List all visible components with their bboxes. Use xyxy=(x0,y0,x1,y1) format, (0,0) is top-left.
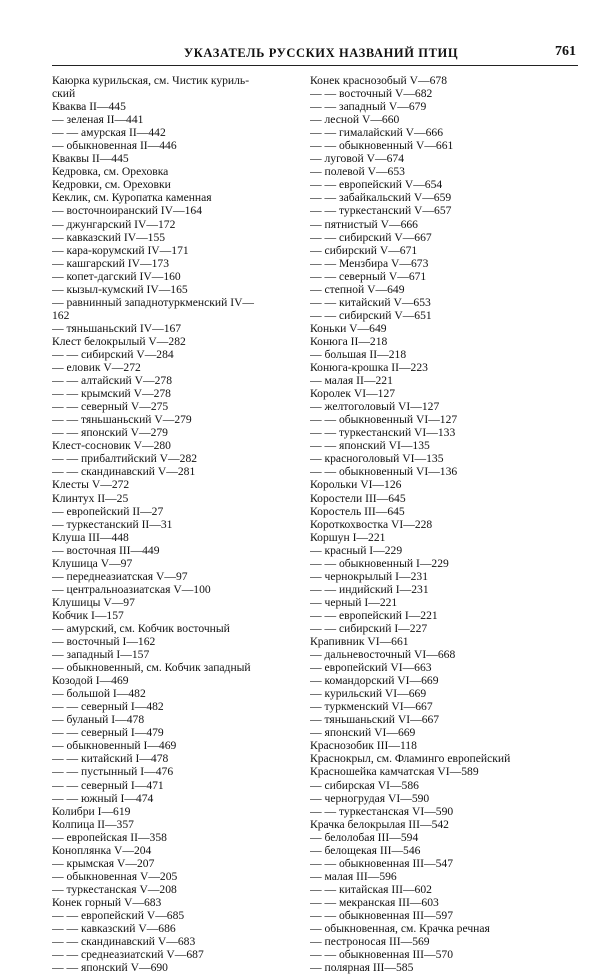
index-entry: — — северный I—471 xyxy=(52,778,164,792)
index-entry: — командорский VI—669 xyxy=(310,674,439,688)
index-entry: — — китайская III—602 xyxy=(310,882,432,896)
index-entry: — — пустынный I—476 xyxy=(52,765,174,779)
index-entry: — — гималайский V—666 xyxy=(310,126,444,140)
index-entry: Королек VI—127 xyxy=(310,387,396,401)
index-entry: — курильский VI—669 xyxy=(310,687,427,701)
index-entry: — кавказский IV—155 xyxy=(52,230,166,244)
index-entry: — — южный I—474 xyxy=(52,791,154,805)
index-entry: — — западный V—679 xyxy=(310,100,427,114)
index-entry: — — северный V—671 xyxy=(310,269,427,283)
index-entry: Конюга-крошка II—223 xyxy=(310,361,428,375)
index-entry: — сибирская VI—586 xyxy=(310,778,419,792)
index-entry: — малая II—221 xyxy=(310,374,393,388)
index-entry: — — обыкновенная III—597 xyxy=(310,909,454,922)
index-entry: Конек краснозобый V—678 xyxy=(310,74,448,87)
index-entry: — сибирский V—671 xyxy=(310,243,418,257)
index-entry: — переднеазиатская V—97 xyxy=(52,569,188,583)
index-entry: — большая II—218 xyxy=(310,347,407,361)
index-entry: — — туркестанская VI—590 xyxy=(310,804,454,818)
index-entry: — буланый I—478 xyxy=(52,713,145,727)
index-entry: Краснозобик III—118 xyxy=(310,739,417,753)
index-entry: — — среднеазиатский V—687 xyxy=(52,948,204,962)
index-entry: — лесной V—660 xyxy=(310,113,400,127)
running-header xyxy=(52,44,578,64)
index-column-right xyxy=(310,74,572,974)
index-entry: — кызыл-кумский IV—165 xyxy=(52,282,188,296)
index-entry: — — кавказский V—686 xyxy=(52,922,176,936)
index-entry: — туркестанская V—208 xyxy=(52,882,177,896)
index-entry: — японский VI—669 xyxy=(310,726,416,740)
index-entry: — красноголовый VI—135 xyxy=(310,452,444,466)
index-entry: — обыкновенная V—205 xyxy=(52,869,178,883)
index-entry: — — японский VI—135 xyxy=(310,439,430,453)
index-entry: — европейский II—27 xyxy=(52,504,164,518)
index-entry: — равнинный западнотуркменский IV— xyxy=(52,295,255,309)
index-entry: Кваквы II—445 xyxy=(52,152,129,166)
index-entry: Клушица V—97 xyxy=(52,556,133,570)
index-entry: — — сибирский V—651 xyxy=(310,308,432,322)
index-entry: Колпица II—357 xyxy=(52,817,134,831)
index-entry: — туркменский VI—667 xyxy=(310,700,433,714)
index-entry: Клесты V—272 xyxy=(52,478,130,492)
index-entry: — — амурская II—442 xyxy=(52,126,166,140)
index-entry: Красношейка камчатская VI—589 xyxy=(310,765,479,779)
index-entry: — обыкновенный I—469 xyxy=(52,739,177,753)
index-entry: — — обыкновенный I—229 xyxy=(310,556,449,570)
index-entry: — обыкновенная II—446 xyxy=(52,139,177,153)
index-entry: Конек горный V—683 xyxy=(52,895,162,909)
index-entry: — чернокрылый I—231 xyxy=(310,569,429,583)
index-entry: Корольки VI—126 xyxy=(310,478,402,492)
index-entry: — тяньшаньский IV—167 xyxy=(52,321,182,335)
index-entry: — — обыкновенный V—661 xyxy=(310,139,454,153)
index-entry: — еловик V—272 xyxy=(52,361,141,375)
index-entry: — черногрудая VI—590 xyxy=(310,791,430,805)
index-entry: Краснокрыл, см. Фламинго европейский xyxy=(310,752,511,766)
index-entry: — — мекранская III—603 xyxy=(310,895,439,909)
index-entry: — — обыкновенная III—547 xyxy=(310,856,454,870)
index-entry: Колибри I—619 xyxy=(52,804,131,818)
index-entry: — — европейский V—654 xyxy=(310,178,443,192)
index-entry: Клуша III—448 xyxy=(52,530,129,544)
index-entry: — восточный I—162 xyxy=(52,635,156,649)
index-entry: Коршун I—221 xyxy=(310,530,386,544)
index-entry: Каюрка курильская, см. Чистик куриль- xyxy=(52,74,250,87)
index-entry: — — европейский I—221 xyxy=(310,608,438,622)
index-entry: — восточноиранский IV—164 xyxy=(52,204,203,218)
index-entry: — обыкновенный, см. Кобчик западный xyxy=(52,661,251,675)
index-entry: Коростель III—645 xyxy=(310,504,405,518)
index-entry: — пятнистый V—666 xyxy=(310,217,418,231)
index-entry: — — китайский V—653 xyxy=(310,295,431,309)
index-entry: Кеклик, см. Куропатка каменная xyxy=(52,191,212,205)
index-entry: Крапивник VI—661 xyxy=(310,635,409,649)
index-entry: Коростели III—645 xyxy=(310,491,406,505)
index-entry: — большой I—482 xyxy=(52,687,146,701)
index-entry: — — алтайский V—278 xyxy=(52,374,173,388)
index-entry: 162 xyxy=(52,308,70,322)
index-entry: Кедровки, см. Ореховки xyxy=(52,178,171,192)
index-entry: — — северный V—275 xyxy=(52,400,169,414)
index-entry: — — обыкновенная III—570 xyxy=(310,948,454,962)
index-entry: — желтоголовый VI—127 xyxy=(310,400,440,414)
index-entry: — — туркестанский VI—133 xyxy=(310,426,456,440)
index-entry: Коноплянка V—204 xyxy=(52,843,152,857)
index-entry: — — обыкновенный VI—127 xyxy=(310,413,458,427)
index-entry: — тяньшаньский VI—667 xyxy=(310,713,440,727)
index-entry: Клушицы V—97 xyxy=(52,595,135,609)
index-entry: — крымская V—207 xyxy=(52,856,155,870)
index-entry: — дальневосточный VI—668 xyxy=(310,648,456,662)
index-entry: — — обыкновенный VI—136 xyxy=(310,465,458,479)
index-entry: — — прибалтийский V—282 xyxy=(52,452,198,466)
index-entry: — амурский, см. Кобчик восточный xyxy=(52,621,230,635)
index-entry: — — скандинавский V—683 xyxy=(52,935,196,949)
index-entry: — малая III—596 xyxy=(310,869,397,883)
index-entry: — восточная III—449 xyxy=(52,543,160,557)
index-entry: — — скандинавский V—281 xyxy=(52,465,196,479)
index-entry: ский xyxy=(52,87,76,101)
index-entry: — кашгарский IV—173 xyxy=(52,256,170,270)
index-entry: — зеленая II—441 xyxy=(52,113,144,127)
index-entry: Козодой I—469 xyxy=(52,674,129,688)
index-entry: — черный I—221 xyxy=(310,595,398,609)
running-header-title: УКАЗАТЕЛЬ РУССКИХ НАЗВАНИЙ ПТИЦ xyxy=(184,46,459,60)
index-entry: Кедровка, см. Ореховка xyxy=(52,165,169,179)
index-entry: — центральноазиатская V—100 xyxy=(52,582,211,596)
index-entry: — западный I—157 xyxy=(52,648,150,662)
index-entry: — копет-дагский IV—160 xyxy=(52,269,181,283)
index-entry: — красный I—229 xyxy=(310,543,403,557)
index-entry: — туркестанский II—31 xyxy=(52,517,173,531)
index-entry: Кваква II—445 xyxy=(52,100,126,114)
index-entry: Клест белокрылый V—282 xyxy=(52,334,186,348)
index-entry: — — сибирский V—284 xyxy=(52,347,174,361)
index-entry: — джунгарский IV—172 xyxy=(52,217,176,231)
index-entry: — полевой V—653 xyxy=(310,165,405,179)
index-entry: — белолобая III—594 xyxy=(310,830,419,844)
index-entry: Конюга II—218 xyxy=(310,334,388,348)
index-entry: — — индийский I—231 xyxy=(310,582,429,596)
index-entry: — европейская II—358 xyxy=(52,830,167,844)
index-column-left xyxy=(52,74,309,974)
index-entry: — обыкновенная, см. Крачка речная xyxy=(310,922,490,936)
index-entry: — белощекая III—546 xyxy=(310,843,421,857)
index-entry: — — сибирский I—227 xyxy=(310,621,428,635)
index-entry: — — северный I—482 xyxy=(52,700,164,714)
index-entry: — — сибирский V—667 xyxy=(310,230,432,244)
index-entry: — — северный I—479 xyxy=(52,726,164,740)
index-entry: — — японский V—279 xyxy=(52,426,168,440)
header-rule xyxy=(52,65,578,66)
index-entry: — европейский VI—663 xyxy=(310,661,432,675)
index-entry: Коньки V—649 xyxy=(310,321,387,335)
index-entry: — — тяньшаньский V—279 xyxy=(52,413,192,427)
index-entry: — — китайский I—478 xyxy=(52,752,169,766)
index-entry: Короткохвостка VI—228 xyxy=(310,517,433,531)
index-entry: — — крымский V—278 xyxy=(52,387,171,401)
index-entry: — кара-корумский IV—171 xyxy=(52,243,189,257)
index-entry: Кобчик I—157 xyxy=(52,608,124,622)
index-entry: Крачка белокрылая III—542 xyxy=(310,817,449,831)
index-entry: — — японский V—690 xyxy=(52,961,168,974)
index-entry: — — восточный V—682 xyxy=(310,87,433,101)
index-entry: — — туркестанский V—657 xyxy=(310,204,452,218)
page-number: 761 xyxy=(555,44,576,59)
index-entry: Клинтух II—25 xyxy=(52,491,129,505)
index-entry: — — Мензбира V—673 xyxy=(310,256,429,270)
index-entry: — степной V—649 xyxy=(310,282,405,296)
index-entry: — пестроносая III—569 xyxy=(310,935,430,949)
index-entry: — луговой V—674 xyxy=(310,152,404,166)
index-entry: — — европейский V—685 xyxy=(52,909,185,922)
index-entry: — полярная III—585 xyxy=(310,961,414,974)
index-entry: — — забайкальский V—659 xyxy=(310,191,452,205)
index-entry: Клест-сосновик V—280 xyxy=(52,439,171,453)
